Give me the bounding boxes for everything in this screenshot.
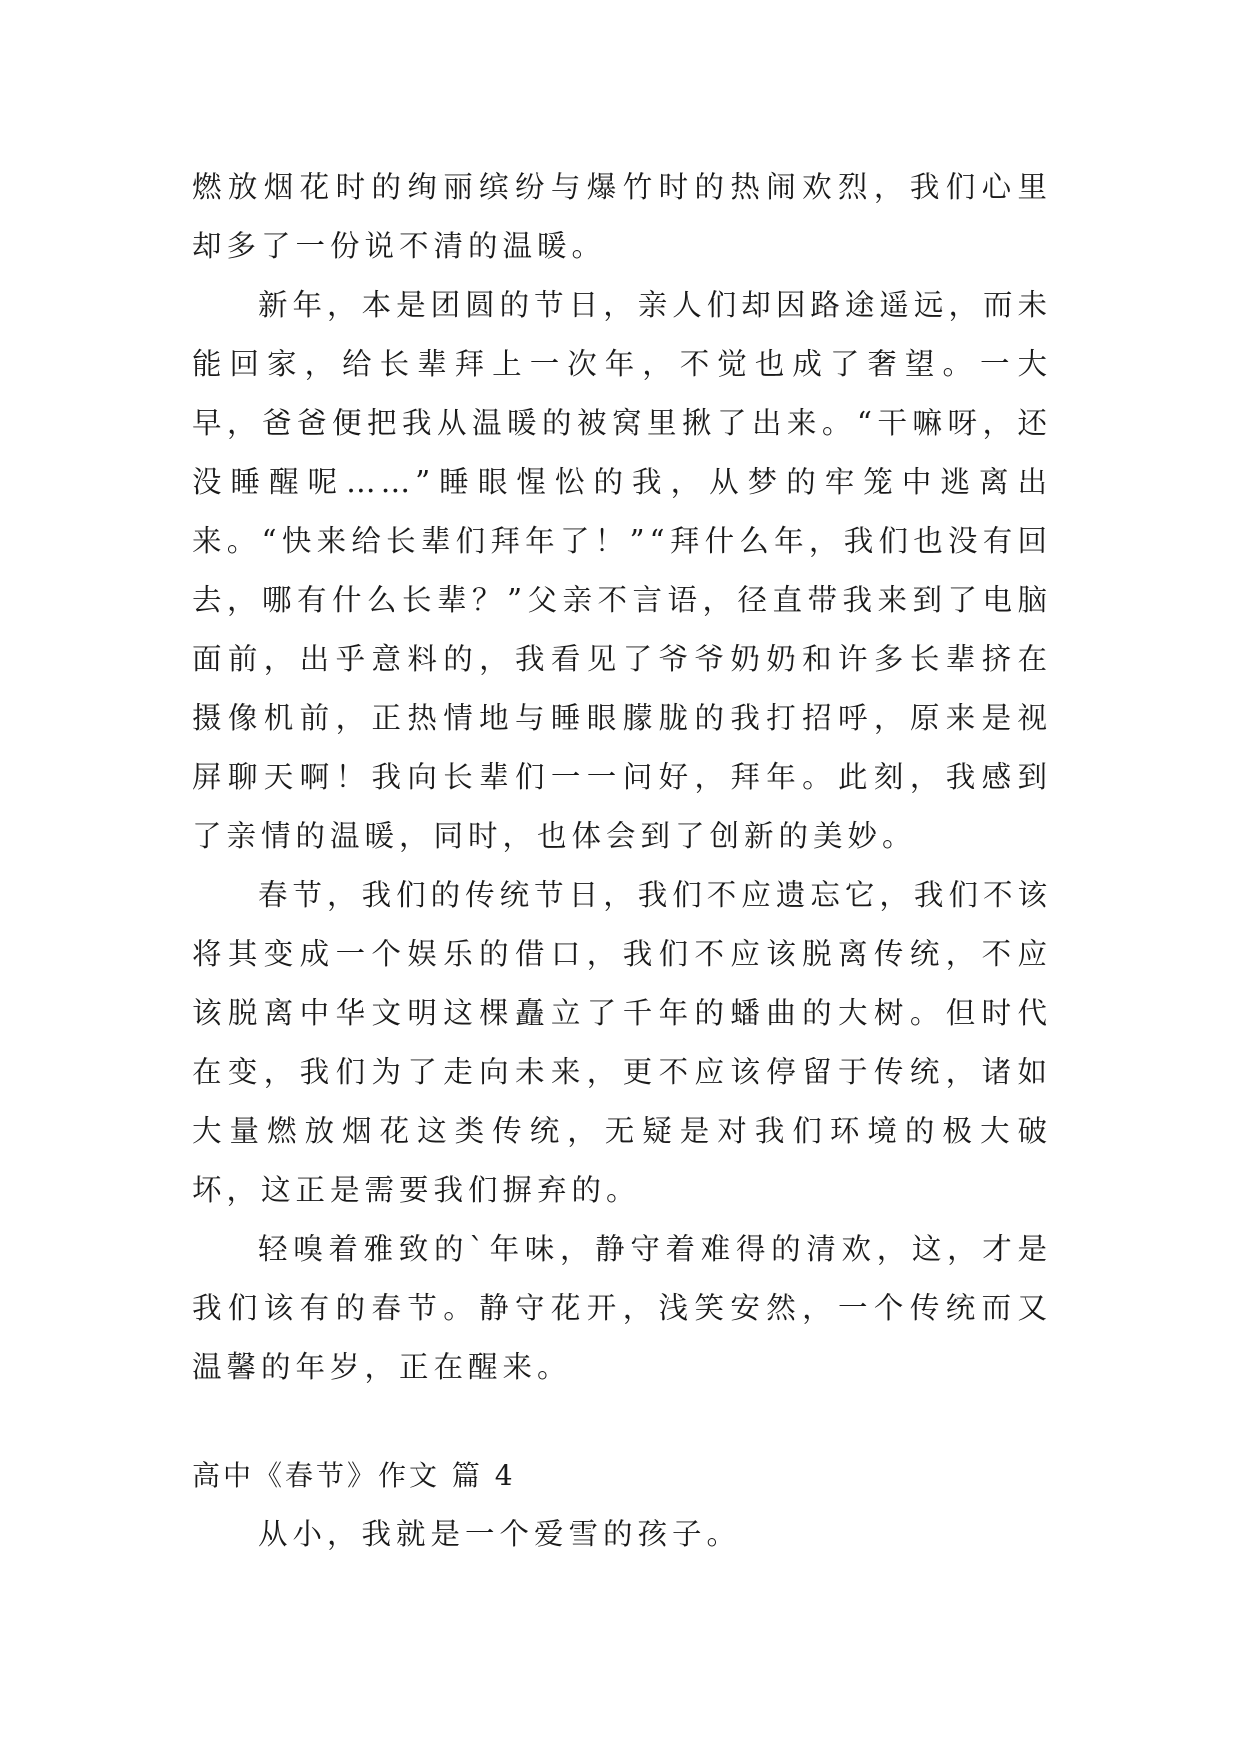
paragraph-2: 新年，本是团圆的节日，亲人们却因路途遥远，而未能回家，给长辈拜上一次年，不觉也成了奢望。一大早，爸爸便把我从温暖的被窝里揪了出来。“干嘛呀，还没睡醒呢……”睡眼惺忪的我，从梦的牢笼中逃离出来。“快来给长辈们拜年了！”“拜什么年，我们也没有回去，哪有什么长辈？”父亲不言语，径直带我来到了电脑面前，出乎意料的，我看见了爷爷奶奶和许多长辈挤在摄像机前，正热情地与睡眼朦胧的我打招呼，原来是视屏聊天啊！我向长辈们一一问好，拜年。此刻，我感到了亲情的温暖，同时，也体会到了创新的美妙。	[192, 288, 1052, 853]
paragraph-4: 轻嗅着雅致的`年味，静守着难得的清欢，这，才是我们该有的春节。静守花开，浅笑安然，一个传统而又温馨的年岁，正在醒来。	[192, 1232, 1052, 1384]
document-body	[192, 158, 1052, 1564]
paragraph-1: 燃放烟花时的绚丽缤纷与爆竹时的热闹欢烈，我们心里却多了一份说不清的温暖。	[192, 170, 1052, 263]
paragraph-5: 从小，我就是一个爱雪的孩子。	[258, 1517, 742, 1551]
section-heading: 高中《春节》作文 篇 4	[192, 1459, 516, 1492]
paragraph-3: 春节，我们的传统节日，我们不应遗忘它，我们不该将其变成一个娱乐的借口，我们不应该脱离传统，不应该脱离中华文明这棵矗立了千年的蟠曲的大树。但时代在变，我们为了走向未来，更不应该停留于传统，诸如大量燃放烟花这类传统，无疑是对我们环境的极大破坏，这正是需要我们摒弃的。	[192, 878, 1052, 1207]
